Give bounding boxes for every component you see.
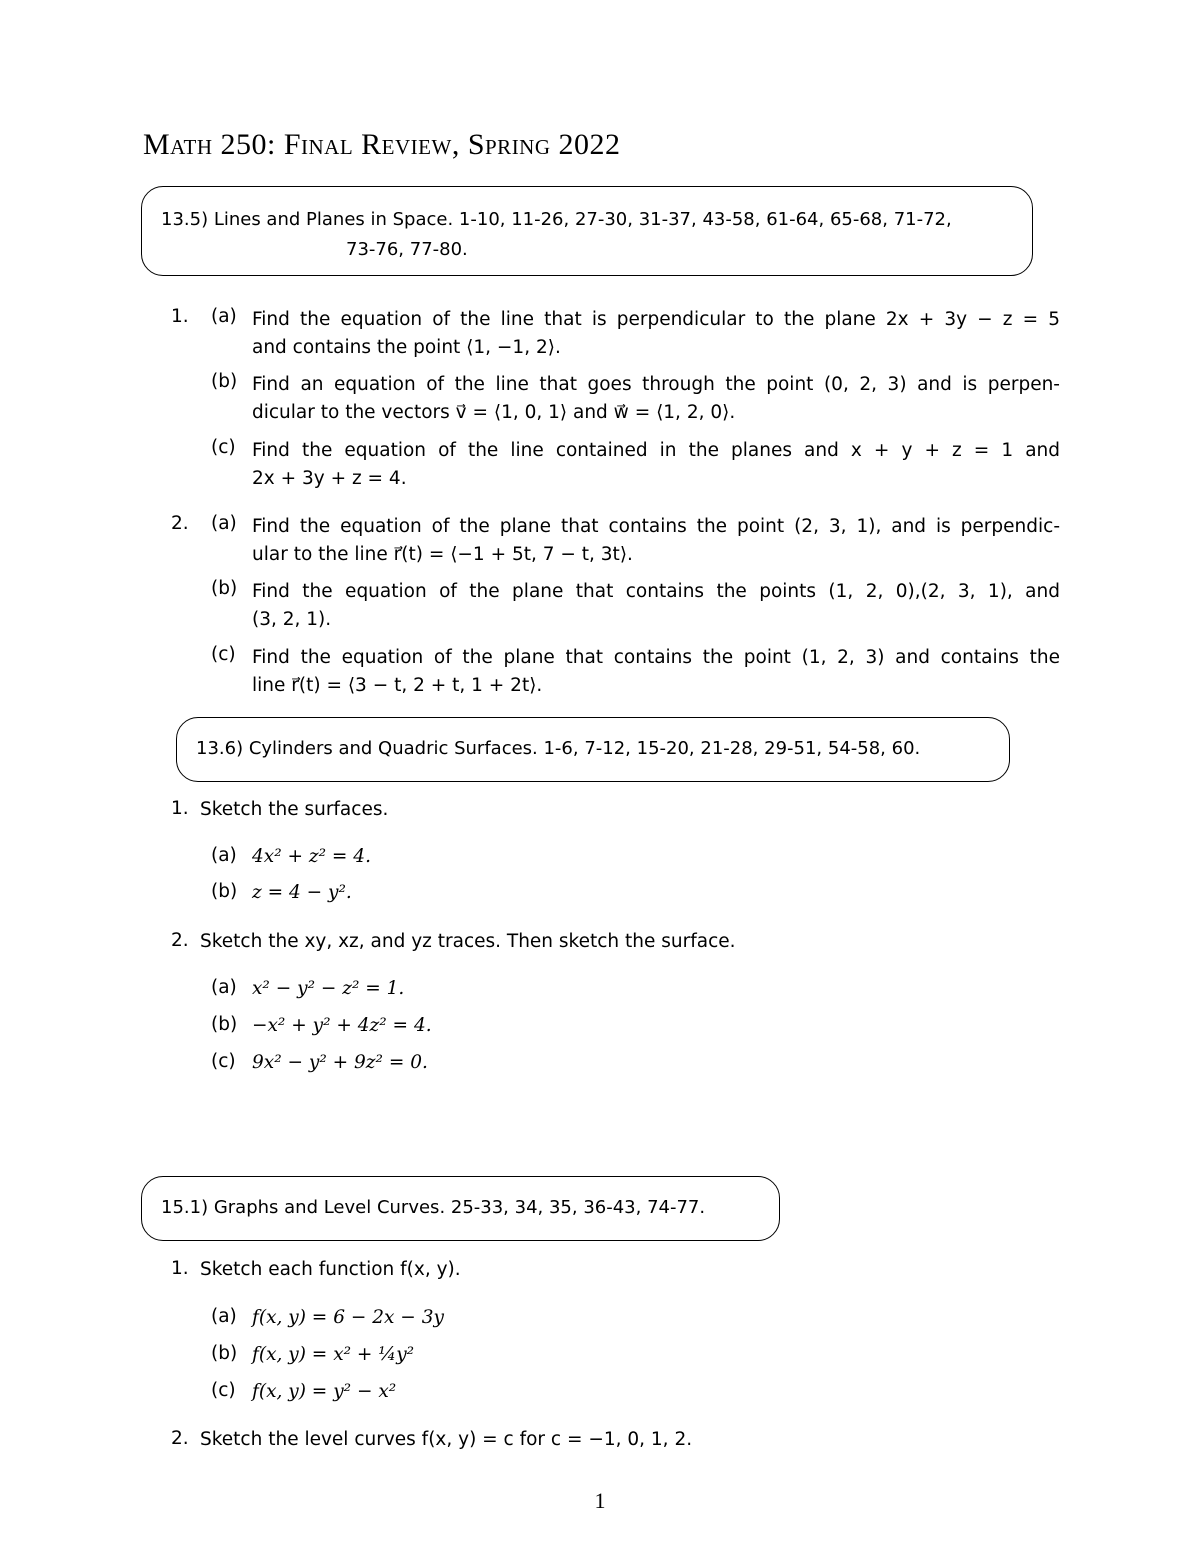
section-header-13-6 [176,717,1010,782]
part-label: (b) [211,371,238,392]
page-number: 1 [594,1488,606,1513]
part-label: (a) [211,306,237,327]
part-text: −x² + y² + 4z² = 4. [252,1015,432,1036]
part-text: Find an equation of the line that goes through the point (0, 2, 3) and is perpen- [252,374,1060,395]
part-text: x² − y² − z² = 1. [252,978,405,999]
section-header-text-cont: 73-76, 77-80. [346,239,468,260]
page-title: Math 250: Final Review, Spring 2022 [143,128,621,161]
part-label: (b) [211,881,238,902]
problem-number: 2. [171,513,189,534]
section-header-text: 15.1) Graphs and Level Curves. 25-33, 34, 35, 36-43, 74-77. [161,1197,706,1218]
part-text-cont: (3, 2, 1). [252,609,332,630]
part-text-cont: 2x + 3y + z = 4. [252,468,407,489]
part-text: f(x, y) = 6 − 2x − 3y [252,1307,444,1328]
problem-text: Sketch the level curves f(x, y) = c for c = −1, 0, 1, 2. [200,1429,693,1450]
part-text: Find the equation of the line contained in the planes and x + y + z = 1 and [252,440,1060,461]
part-text-cont: line r⃗(t) = ⟨3 − t, 2 + t, 1 + 2t⟩. [252,675,543,696]
part-label: (c) [211,1380,236,1401]
part-label: (c) [211,437,236,458]
problem-number: 1. [171,798,189,819]
part-text: 4x² + z² = 4. [252,846,371,867]
problem-number: 1. [171,1258,189,1279]
part-text-cont: ular to the line r⃗(t) = ⟨−1 + 5t, 7 − t, 3t⟩. [252,544,633,565]
problem-number: 1. [171,306,189,327]
part-text-cont: and contains the point ⟨1, −1, 2⟩. [252,337,561,358]
part-label: (a) [211,845,237,866]
part-text: Find the equation of the line that is perpendicular to the plane 2x + 3y − z = 5 [252,309,1060,330]
part-label: (b) [211,1343,238,1364]
problem-text: Sketch the surfaces. [200,799,389,820]
problem-text: Sketch the xy, xz, and yz traces. Then sketch the surface. [200,931,736,952]
part-text: z = 4 − y². [252,882,352,903]
section-header-13-5 [141,186,1033,276]
section-header-text: 13.5) Lines and Planes in Space. 1-10, 11-26, 27-30, 31-37, 43-58, 61-64, 65-68, 71-72, [161,209,952,230]
part-label: (a) [211,977,237,998]
problem-text: Sketch each function f(x, y). [200,1259,461,1280]
section-header-15-1 [141,1176,780,1241]
section-header-text: 13.6) Cylinders and Quadric Surfaces. 1-6, 7-12, 15-20, 21-28, 29-51, 54-58, 60. [196,738,921,759]
part-label: (a) [211,1306,237,1327]
part-text: Find the equation of the plane that contains the points (1, 2, 0),(2, 3, 1), and [252,581,1060,602]
problem-number: 2. [171,930,189,951]
part-text-cont: dicular to the vectors v⃗ = ⟨1, 0, 1⟩ and w⃗ = ⟨1, 2, 0⟩. [252,402,736,423]
part-label: (a) [211,513,237,534]
part-label: (c) [211,644,236,665]
part-text: f(x, y) = y² − x² [252,1381,397,1402]
part-text: Find the equation of the plane that contains the point (1, 2, 3) and contains the [252,647,1060,668]
part-text: Find the equation of the plane that contains the point (2, 3, 1), and is perpendic- [252,516,1060,537]
problem-number: 2. [171,1428,189,1449]
part-text: 9x² − y² + 9z² = 0. [252,1052,428,1073]
part-text: f(x, y) = x² + ¼y² [252,1344,415,1365]
part-label: (b) [211,578,238,599]
part-label: (c) [211,1051,236,1072]
part-label: (b) [211,1014,238,1035]
